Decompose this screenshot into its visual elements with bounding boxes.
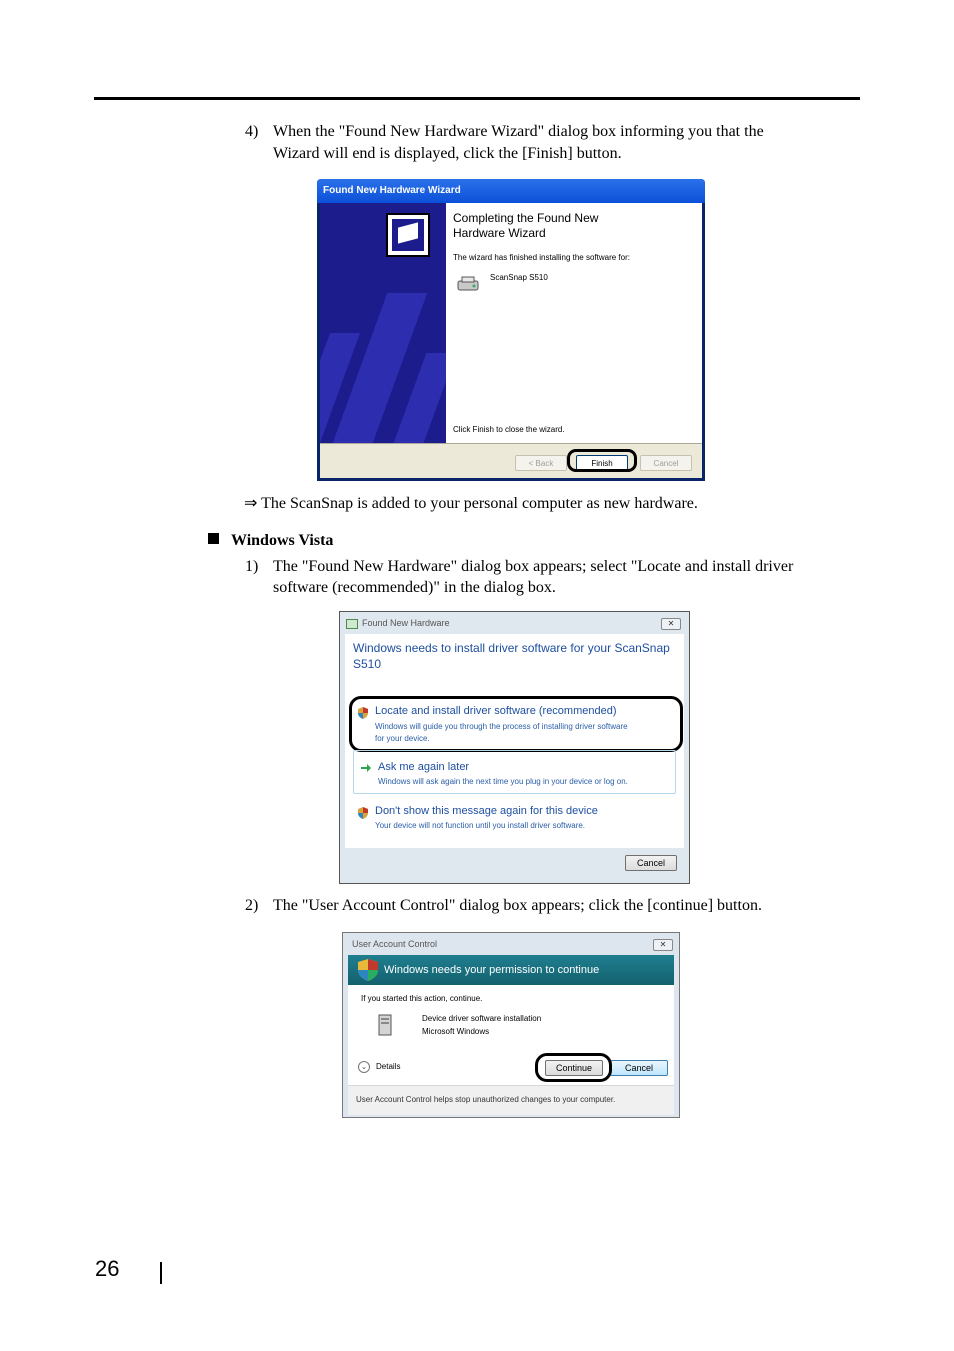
- dialog-titlebar: [340, 612, 689, 634]
- wizard-side-panel: [320, 203, 446, 443]
- hardware-window-icon: [346, 619, 358, 629]
- chevron-down-icon[interactable]: ⌄: [358, 1061, 370, 1073]
- step-number: 4): [245, 123, 259, 140]
- step-text-line2: software (recommended)" in the dialog box.: [273, 579, 556, 596]
- back-button[interactable]: < Back: [515, 455, 567, 471]
- continue-highlight-circle: [535, 1053, 612, 1082]
- option-ask-later[interactable]: [345, 761, 684, 791]
- option-description-line1: Windows will guide you through the process of installing driver software: [375, 722, 628, 731]
- step-text-line1: The "Found New Hardware" dialog box appears; select "Locate and install driver: [273, 558, 794, 575]
- vista-step-1: [245, 556, 855, 600]
- uac-banner: [348, 955, 674, 985]
- step-4: [245, 121, 845, 165]
- dialog-titlebar: [343, 933, 679, 955]
- continue-button[interactable]: Continue: [545, 1060, 603, 1076]
- close-icon[interactable]: ✕: [661, 618, 681, 630]
- square-bullet-icon: [208, 533, 219, 544]
- result-text: ⇒ The ScanSnap is added to your personal computer as new hardware.: [244, 495, 698, 512]
- wizard-subtext: The wizard has finished installing the software for:: [453, 253, 630, 262]
- step-number: 1): [245, 558, 259, 575]
- option-title: Ask me again later: [378, 761, 470, 773]
- xp-wizard-titlebar: Found New Hardware Wizard: [317, 179, 705, 203]
- uac-instruction: If you started this action, continue.: [361, 994, 483, 1003]
- option-title: Don't show this message again for this device: [375, 805, 598, 817]
- dialog-content: [345, 634, 684, 848]
- scanner-icon: [456, 275, 480, 293]
- close-icon[interactable]: ✕: [653, 939, 673, 951]
- dialog-heading: [353, 640, 683, 672]
- section-title: Windows Vista: [231, 532, 334, 549]
- page-number-divider: [160, 1262, 162, 1284]
- uac-footer: [348, 1085, 674, 1115]
- dialog-title: User Account Control: [352, 939, 438, 949]
- option-description-line1: Windows will ask again the next time you plug in your device or log on.: [378, 777, 628, 786]
- computer-tower-icon: [376, 1013, 394, 1037]
- program-publisher: Microsoft Windows: [422, 1027, 490, 1036]
- cancel-button[interactable]: Cancel: [625, 855, 677, 871]
- page-number: 26: [95, 1256, 120, 1281]
- arrow-right-icon: [361, 762, 371, 774]
- dialog-button-bar: [340, 848, 689, 883]
- vista-step-2: [245, 895, 845, 917]
- option-description-line2: for your device.: [375, 734, 430, 743]
- hardware-wizard-icon: [386, 213, 430, 257]
- uac-footer-text: User Account Control helps stop unauthorized changes to your computer.: [356, 1095, 616, 1104]
- dialog-title: Found New Hardware: [362, 618, 450, 628]
- cancel-button[interactable]: Cancel: [640, 455, 692, 471]
- device-name: ScanSnap S510: [490, 273, 548, 282]
- section-heading: [208, 532, 333, 550]
- finish-highlight-circle: [567, 449, 637, 472]
- cancel-button[interactable]: Cancel: [610, 1060, 668, 1076]
- header-rule: [94, 97, 860, 100]
- option-description-line1: Your device will not function until you install driver software.: [375, 821, 586, 830]
- option-description: [375, 820, 675, 832]
- wizard-button-bar: [320, 443, 702, 478]
- step-text-line2: Wizard will end is displayed, click the [Finish] button.: [273, 145, 622, 162]
- found-new-hardware-dialog: [339, 611, 690, 884]
- program-name: Device driver software installation: [422, 1014, 542, 1023]
- wizard-heading: [453, 211, 653, 241]
- option-description: [378, 776, 678, 788]
- dialog-heading-line1: Windows needs to install driver software for your ScanSnap: [353, 641, 670, 655]
- step-number: 2): [245, 897, 259, 914]
- dialog-content: [348, 955, 674, 1115]
- xp-wizard-body: [320, 203, 702, 478]
- details-toggle[interactable]: Details: [376, 1062, 401, 1071]
- uac-banner-text: Windows needs your permission to continue: [384, 964, 600, 976]
- option-dont-show[interactable]: [345, 805, 684, 835]
- xp-wizard-dialog: [317, 179, 705, 481]
- step-text-line1: When the "Found New Hardware Wizard" dialog box informing you that the: [273, 123, 764, 140]
- wizard-close-text: Click Finish to close the wizard.: [453, 425, 565, 434]
- wizard-heading-line1: Completing the Found New: [453, 211, 599, 225]
- step-text-line1: The "User Account Control" dialog box appears; click the [continue] button.: [273, 897, 762, 914]
- uac-shield-icon: [358, 959, 378, 981]
- shield-icon: [358, 807, 368, 819]
- dialog-heading-line2: S510: [353, 657, 382, 671]
- option-title: Locate and install driver software (recommended): [375, 705, 617, 717]
- locate-highlight-circle: [349, 696, 683, 752]
- wizard-heading-line2: Hardware Wizard: [453, 226, 546, 240]
- finish-button[interactable]: Finish: [576, 455, 628, 471]
- user-account-control-dialog: [342, 932, 680, 1118]
